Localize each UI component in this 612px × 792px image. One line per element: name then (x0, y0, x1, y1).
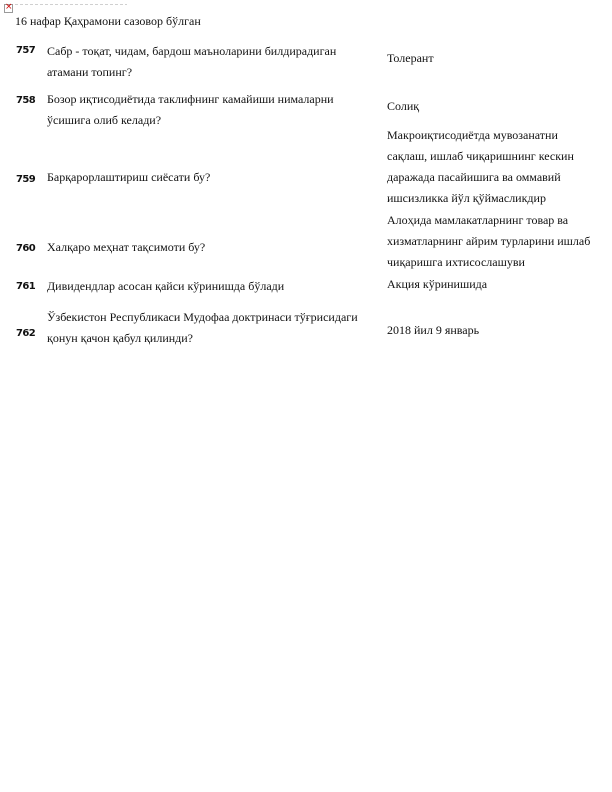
answer-757: Толерант (387, 51, 434, 65)
answer-758: Солиқ (387, 99, 420, 113)
row-number-762: 762 (16, 328, 36, 339)
answer-759: Макроиқтисодиётда мувозанатни сақлаш, ишлаб чиқаришнинг кескин даражада пасайишига ва оммавий ишсизликка йўл қўймасликдир (387, 128, 574, 205)
row-number-759: 759 (16, 174, 36, 185)
question-758: Бозор иқтисодиётида таклифнинг камайиши нималарни ўсишига олиб келади? (47, 92, 334, 127)
question-757: Сабр - тоқат, чидам, бардош маъноларини билдирадиган атамани топинг? (47, 44, 337, 79)
answer-762: 2018 йил 9 январь (387, 323, 480, 337)
continuation-text: 16 нафар Қаҳрамони сазовор бўлган (15, 14, 201, 28)
row-number-757: 757 (16, 45, 36, 56)
question-760: Халқаро меҳнат тақсимоти бу? (47, 240, 206, 254)
broken-image-icon: × (5, 2, 13, 12)
row-number-761: 761 (16, 281, 36, 292)
answer-761: Акция кўринишида (387, 277, 488, 291)
answer-760: Алоҳида мамлакатларнинг товар ва хизматларнинг айрим турларини ишлаб чиқаришга ихтисослашуви (387, 213, 591, 269)
row-number-760: 760 (16, 243, 36, 254)
row-number-758: 758 (16, 95, 36, 106)
question-762: Ўзбекистон Республикаси Мудофаа доктринаси тўғрисидаги қонун қачон қабул қилинди? (47, 310, 358, 345)
question-759: Барқарорлаштириш сиёсати бу? (47, 170, 211, 184)
question-761: Дивидендлар асосан қайси кўринишда бўлади (47, 279, 285, 293)
faint-header-line (15, 4, 127, 5)
